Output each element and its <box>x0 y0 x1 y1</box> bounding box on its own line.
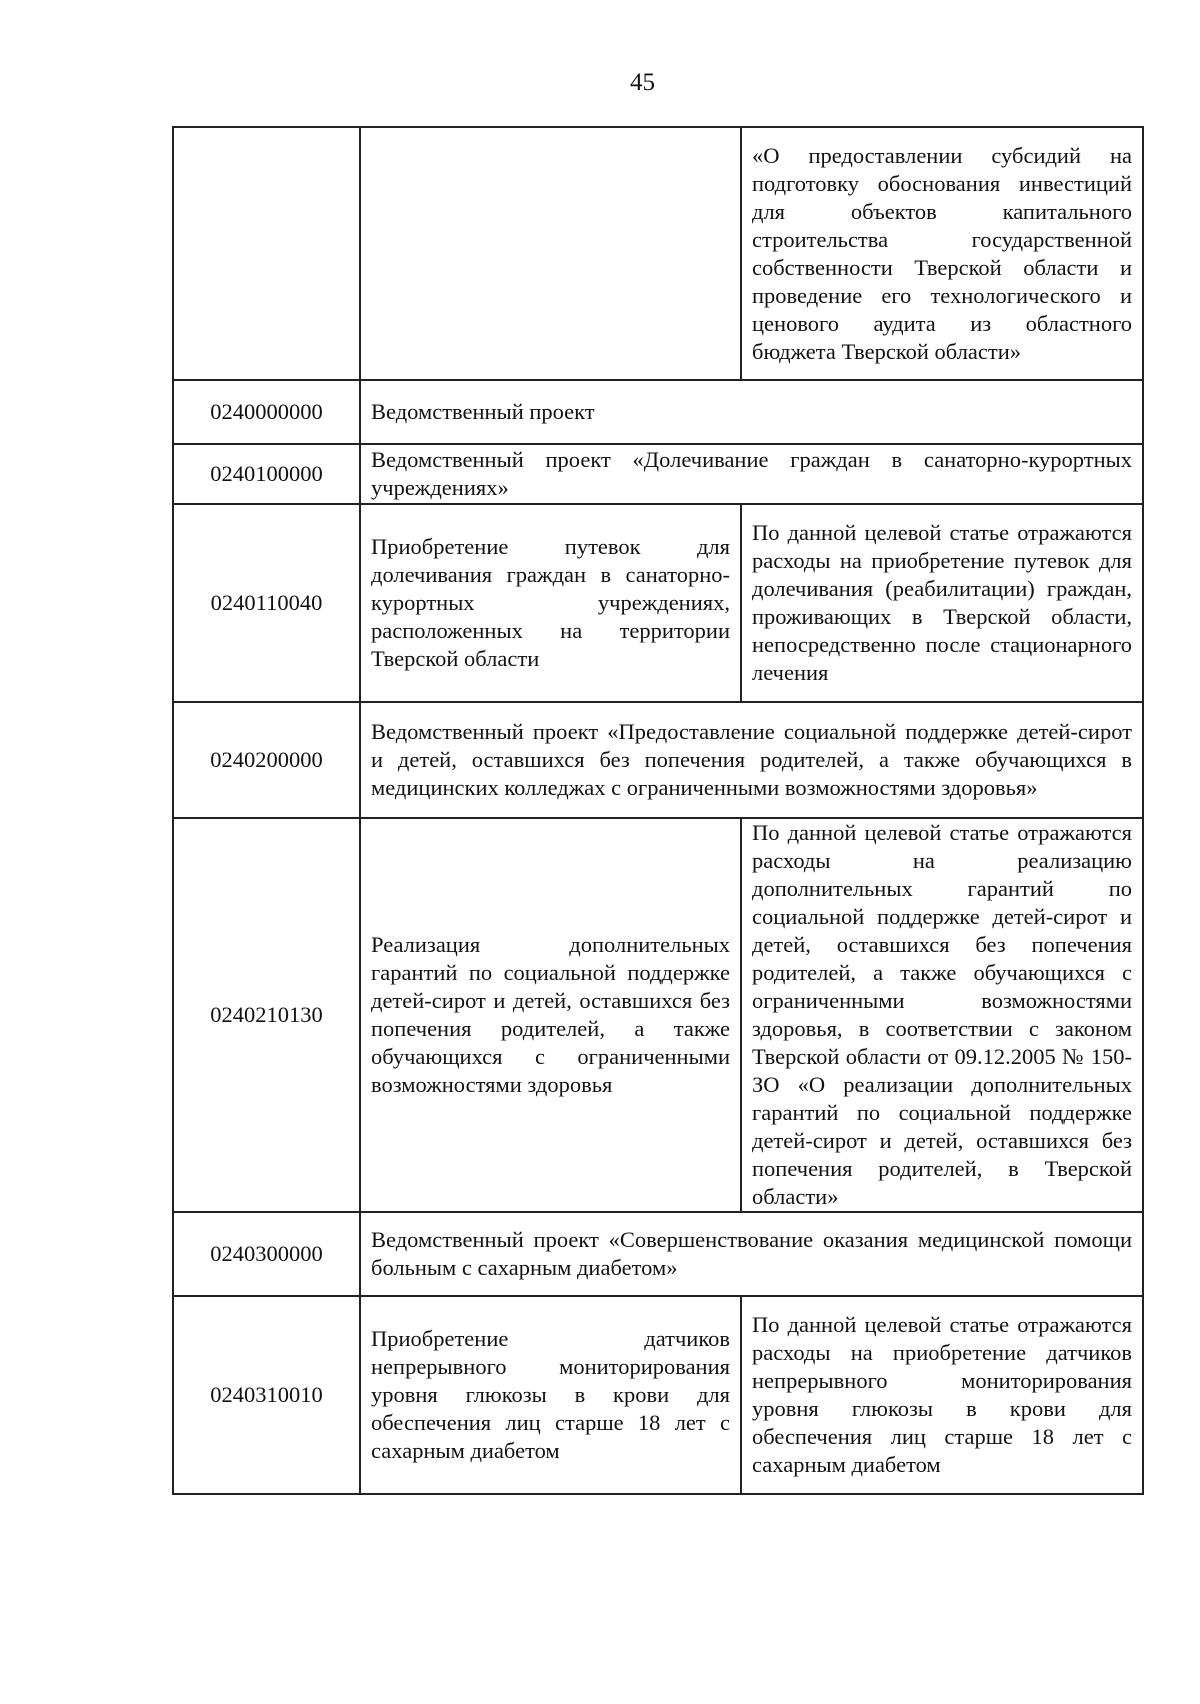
row-code: 0240000000 <box>173 380 360 444</box>
row-code: 0240210130 <box>173 818 360 1212</box>
row-title: Ведомственный проект «Долечивание граждан в санаторно-курортных учреждениях» <box>360 444 1143 504</box>
target-articles-table <box>172 126 1144 1495</box>
row-description: «О предоставлении субсидий на подготовку обоснования инвестиций для объектов капитального строительства государственной собственности Тверской области и проведение его технологического и ценового аудита из областного бюджета Тверской области» <box>741 127 1143 380</box>
row-name <box>360 127 741 380</box>
row-name: Реализация дополнительных гарантий по социальной поддержке детей-сирот и детей, оставшихся без попечения родителей, а также обучающихся с ограниченными возможностями здоровья <box>360 818 741 1212</box>
table-row <box>173 1212 1143 1296</box>
table-row <box>173 702 1143 818</box>
row-code: 0240100000 <box>173 444 360 504</box>
row-code: 0240300000 <box>173 1212 360 1296</box>
row-description: По данной целевой статье отражаются расходы на приобретение датчиков непрерывного мониторирования уровня глюкозы в крови для обеспечения лиц старше 18 лет с сахарным диабетом <box>741 1296 1143 1494</box>
row-description: По данной целевой статье отражаются расходы на приобретение путевок для долечивания (реабилитации) граждан, проживающих в Тверской области, непосредственно после стационарного лечения <box>741 504 1143 702</box>
row-code: 0240310010 <box>173 1296 360 1494</box>
table-row <box>173 127 1143 380</box>
row-name: Приобретение датчиков непрерывного мониторирования уровня глюкозы в крови для обеспечения лиц старше 18 лет с сахарным диабетом <box>360 1296 741 1494</box>
row-code <box>173 127 360 380</box>
row-code: 0240110040 <box>173 504 360 702</box>
row-title: Ведомственный проект «Предоставление социальной поддержке детей-сирот и детей, оставшихся без попечения родителей, а также обучающихся в медицинских колледжах с ограниченными возможностями здоровья» <box>360 702 1143 818</box>
table-row <box>173 818 1143 1212</box>
table-row <box>173 504 1143 702</box>
table-row <box>173 1296 1143 1494</box>
row-title: Ведомственный проект «Совершенствование оказания медицинской помощи больным с сахарным диабетом» <box>360 1212 1143 1296</box>
row-name: Приобретение путевок для долечивания граждан в санаторно-курортных учреждениях, расположенных на территории Тверской области <box>360 504 741 702</box>
row-description: По данной целевой статье отражаются расходы на реализацию дополнительных гарантий по социальной поддержке детей-сирот и детей, оставшихся без попечения родителей, а также обучающихся с ограниченными возможностями здоровья, в соответствии с законом Тверской области от 09.12.2005 № 150-ЗО «О реализации дополнительных гарантий по социальной поддержке детей-сирот и детей, оставшихся без попечения родителей, в Тверской области» <box>741 818 1143 1212</box>
row-title: Ведомственный проект <box>360 380 1143 444</box>
page-number: 45 <box>630 69 655 96</box>
table-row <box>173 380 1143 444</box>
row-code: 0240200000 <box>173 702 360 818</box>
table-row <box>173 444 1143 504</box>
